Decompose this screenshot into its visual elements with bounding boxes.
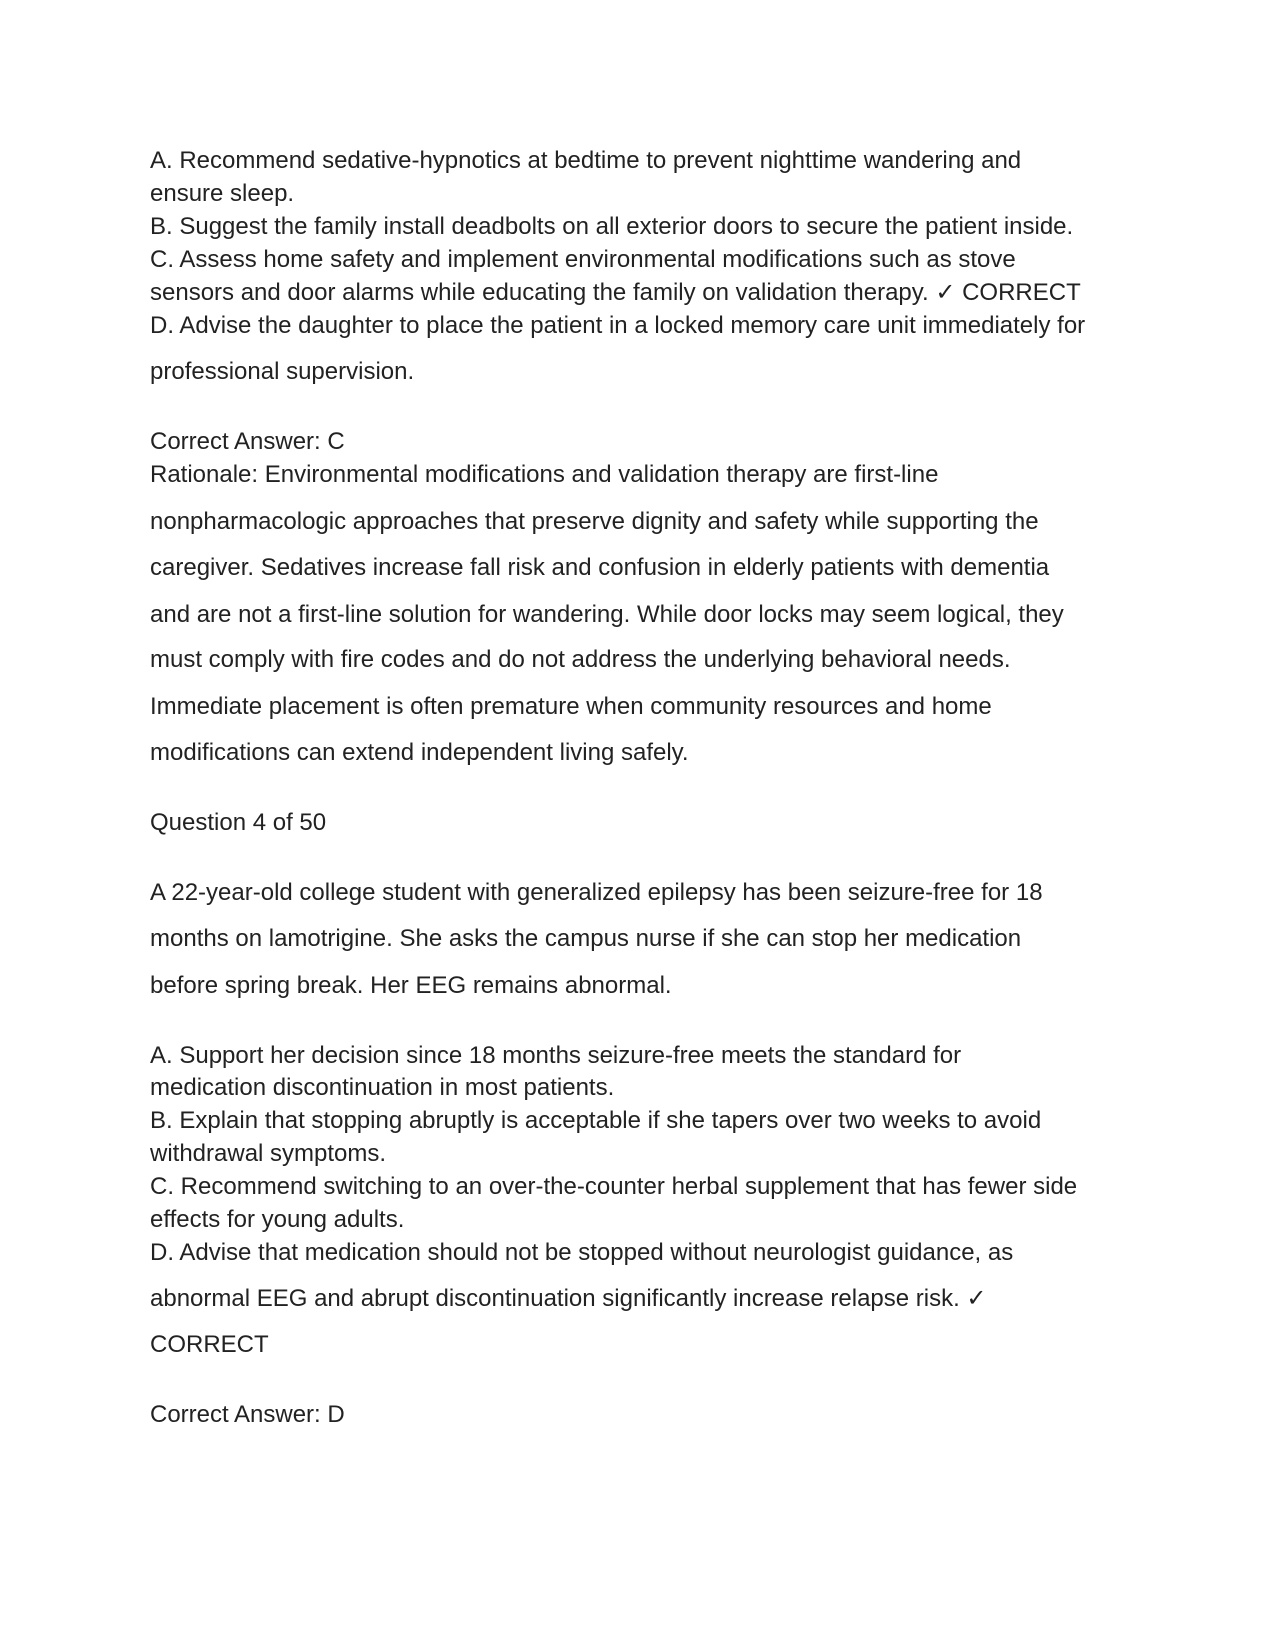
q4-option-c-line1: C. Recommend switching to an over-the-counter herbal supplement that has fewer side: [150, 1173, 1078, 1200]
q3-option-d-line2: professional supervision.: [150, 358, 415, 385]
q4-option-a-line1: A. Support her decision since 18 months seizure-free meets the standard for: [150, 1042, 962, 1069]
q4-correct-answer: Correct Answer: D: [150, 1401, 345, 1428]
q3-rationale-line: Rationale: Environmental modifications and validation therapy are first-line: [150, 461, 939, 488]
q4-option-a-line2: medication discontinuation in most patients.: [150, 1074, 615, 1101]
q4-stem-line: before spring break. Her EEG remains abnormal.: [150, 972, 672, 999]
q3-option-c-line2: sensors and door alarms while educating the family on validation therapy. ✓ CORRECT: [150, 279, 1081, 306]
q3-option-c-line1: C. Assess home safety and implement environmental modifications such as stove: [150, 246, 1016, 273]
q4-option-d-line1: D. Advise that medication should not be stopped without neurologist guidance, as: [150, 1239, 1014, 1266]
q3-rationale-line: modifications can extend independent living safely.: [150, 739, 689, 766]
q3-option-a-line1: A. Recommend sedative-hypnotics at bedtime to prevent nighttime wandering and: [150, 147, 1022, 174]
q4-option-b-line1: B. Explain that stopping abruptly is acceptable if she tapers over two weeks to avoid: [150, 1107, 1042, 1134]
q3-rationale-line: caregiver. Sedatives increase fall risk and confusion in elderly patients with dementia: [150, 554, 1050, 581]
q4-option-b-line2: withdrawal symptoms.: [150, 1140, 387, 1167]
q4-stem-line: months on lamotrigine. She asks the campus nurse if she can stop her medication: [150, 925, 1022, 952]
q3-option-b: B. Suggest the family install deadbolts on all exterior doors to secure the patient inside.: [150, 213, 1074, 240]
q3-rationale-line: and are not a first-line solution for wandering. While door locks may seem logical, they: [150, 601, 1064, 628]
q4-option-c-line2: effects for young adults.: [150, 1206, 405, 1233]
q3-option-d-line1: D. Advise the daughter to place the patient in a locked memory care unit immediately for: [150, 312, 1086, 339]
q3-rationale-line: Immediate placement is often premature when community resources and home: [150, 693, 992, 720]
q4-stem-line: A 22-year-old college student with generalized epilepsy has been seizure-free for 18: [150, 879, 1043, 906]
question-header: Question 4 of 50: [150, 809, 327, 836]
q3-option-a-line2: ensure sleep.: [150, 180, 295, 207]
q4-option-d-line3: CORRECT: [150, 1331, 269, 1358]
q3-rationale-line: must comply with fire codes and do not address the underlying behavioral needs.: [150, 646, 1011, 673]
q4-option-d-line2: abnormal EEG and abrupt discontinuation significantly increase relapse risk. ✓: [150, 1285, 987, 1312]
q3-correct-answer: Correct Answer: C: [150, 428, 345, 455]
q3-rationale-line: nonpharmacologic approaches that preserve dignity and safety while supporting the: [150, 508, 1039, 535]
